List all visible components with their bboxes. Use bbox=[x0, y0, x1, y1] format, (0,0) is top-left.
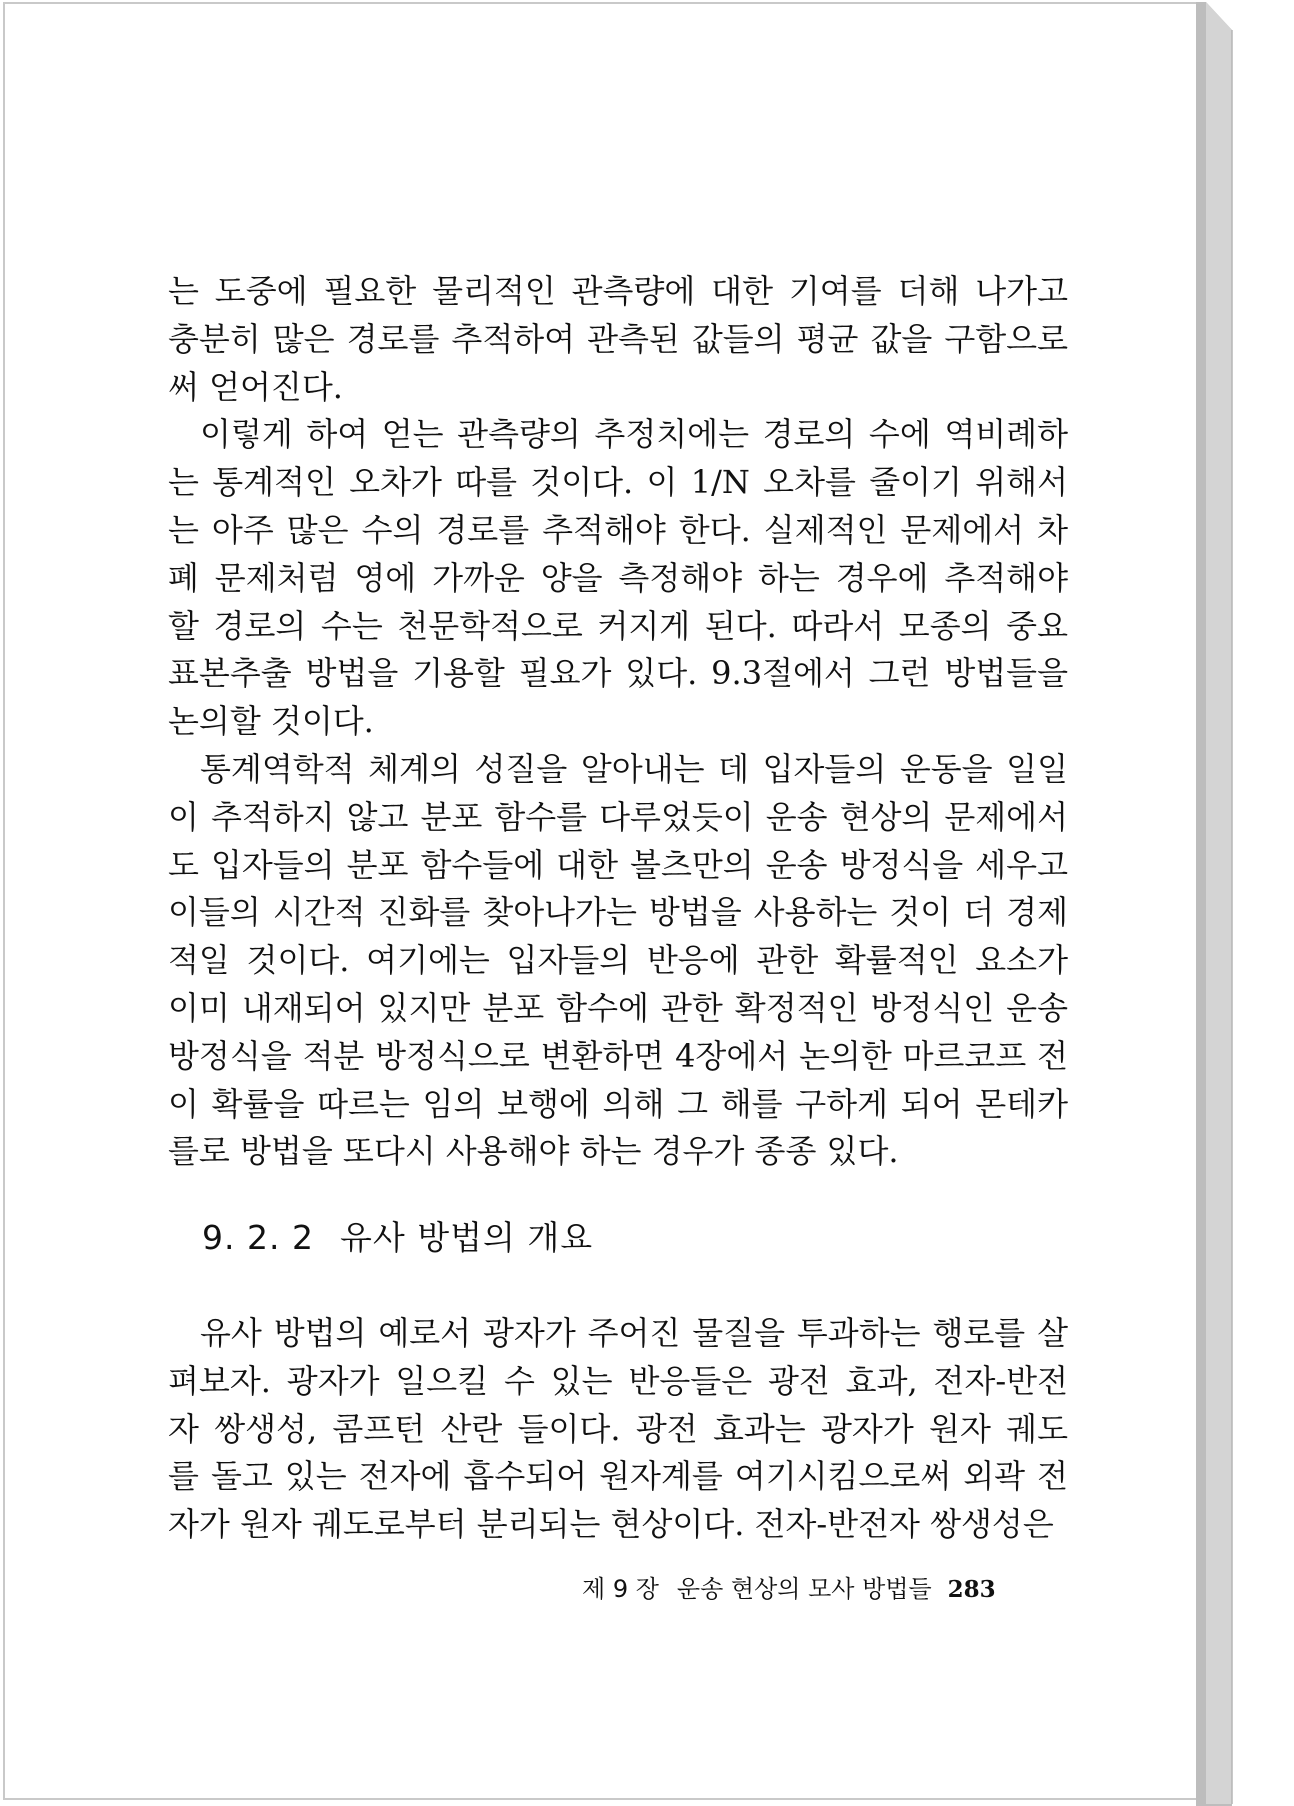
paragraph bbox=[168, 1310, 1068, 1549]
paragraph bbox=[168, 268, 1068, 411]
text-line-content: 통계역학적 체계의 성질을 알아내는 데 입자들의 운동을 일일 bbox=[200, 749, 1068, 788]
text-line-content: 펴보자. 광자가 일으킬 수 있는 반응들은 광전 효과, 전자-반전 bbox=[168, 1361, 1068, 1400]
text-line-content: 도 입자들의 분포 함수들에 대한 볼츠만의 운송 방정식을 세우고 bbox=[168, 845, 1068, 884]
text-line-content: 는 통계적인 오차가 따를 것이다. 이 1/N 오차를 줄이기 위해서 bbox=[168, 463, 1068, 502]
text-line bbox=[168, 937, 1068, 985]
paragraph bbox=[168, 411, 1068, 746]
text-line bbox=[168, 555, 1068, 603]
text-line bbox=[168, 985, 1068, 1033]
section-number: 9. 2. 2 bbox=[202, 1218, 314, 1257]
text-line bbox=[168, 842, 1068, 890]
text-line-content: 이미 내재되어 있지만 분포 함수에 관한 확정적인 방정식인 운송 bbox=[168, 988, 1068, 1027]
text-line bbox=[168, 364, 1068, 412]
text-line bbox=[168, 603, 1068, 651]
text-line-content: 를 돌고 있는 전자에 흡수되어 원자계를 여기시킴으로써 외곽 전 bbox=[168, 1457, 1068, 1496]
text-line bbox=[168, 459, 1068, 507]
text-line bbox=[168, 1128, 1068, 1176]
text-line bbox=[168, 411, 1068, 459]
paragraph bbox=[168, 746, 1068, 1176]
text-line bbox=[168, 1033, 1068, 1081]
text-line bbox=[168, 1406, 1068, 1454]
text-line-content: 이 추적하지 않고 분포 함수를 다루었듯이 운송 현상의 문제에서 bbox=[168, 797, 1068, 836]
text-line bbox=[168, 1453, 1068, 1501]
text-line-content: 유사 방법의 예로서 광자가 주어진 물질을 투과하는 행로를 살 bbox=[200, 1314, 1068, 1352]
text-line bbox=[168, 268, 1068, 316]
text-line-content: 를로 방법을 또다시 사용해야 하는 경우가 종종 있다. bbox=[168, 1132, 899, 1171]
page-number: 283 bbox=[947, 1576, 996, 1603]
text-line-content: 적일 것이다. 여기에는 입자들의 반응에 관한 확률적인 요소가 bbox=[168, 941, 1068, 980]
text-line-content: 충분히 많은 경로를 추적하여 관측된 값들의 평균 값을 구함으로 bbox=[168, 319, 1068, 358]
text-line-content: 이렇게 하여 얻는 관측량의 추정치에는 경로의 수에 역비례하 bbox=[200, 415, 1068, 454]
text-line bbox=[168, 316, 1068, 364]
text-line bbox=[168, 1358, 1068, 1406]
text-line bbox=[168, 794, 1068, 842]
body-text-bottom bbox=[168, 1310, 1068, 1549]
text-line-content: 표본추출 방법을 기용할 필요가 있다. 9.3절에서 그런 방법들을 bbox=[168, 654, 1068, 693]
body-text-top bbox=[168, 268, 1068, 1176]
text-line bbox=[168, 1081, 1068, 1129]
text-line bbox=[168, 507, 1068, 555]
text-line-content: 방정식을 적분 방정식으로 변환하면 4장에서 논의한 마르코프 전 bbox=[168, 1036, 1068, 1075]
text-line-content: 써 얻어진다. bbox=[168, 367, 343, 406]
text-line bbox=[168, 698, 1068, 746]
footer-title: 운송 현상의 모사 방법들 bbox=[676, 1575, 932, 1603]
text-line bbox=[168, 746, 1068, 794]
text-line-content: 자가 원자 궤도로부터 분리되는 현상이다. 전자-반전자 쌍생성은 bbox=[168, 1505, 1054, 1544]
text-line bbox=[168, 1310, 1068, 1358]
running-footer bbox=[582, 1569, 996, 1604]
page-edge-shadow bbox=[1196, 0, 1294, 1806]
text-line-content: 논의할 것이다. bbox=[168, 702, 374, 741]
text-line bbox=[168, 889, 1068, 937]
text-line-content: 자 쌍생성, 콤프턴 산란 들이다. 광전 효과는 광자가 원자 궤도 bbox=[168, 1409, 1068, 1448]
section-title: 유사 방법의 개요 bbox=[339, 1218, 594, 1257]
text-line-content: 는 도중에 필요한 물리적인 관측량에 대한 기여를 더해 나가고 bbox=[168, 272, 1068, 310]
text-line bbox=[168, 650, 1068, 698]
text-line-content: 이들의 시간적 진화를 찾아나가는 방법을 사용하는 것이 더 경제 bbox=[168, 893, 1068, 932]
text-line-content: 폐 문제처럼 영에 가까운 양을 측정해야 하는 경우에 추적해야 bbox=[168, 558, 1068, 597]
text-line-content: 는 아주 많은 수의 경로를 추적해야 한다. 실제적인 문제에서 차 bbox=[168, 510, 1068, 549]
text-line bbox=[168, 1501, 1068, 1549]
section-heading bbox=[202, 1212, 593, 1259]
footer-chapter: 제 9 장 bbox=[582, 1575, 659, 1603]
text-line-content: 이 확률을 따르는 임의 보행에 의해 그 해를 구하게 되어 몬테카 bbox=[168, 1084, 1068, 1123]
text-line-content: 할 경로의 수는 천문학적으로 커지게 된다. 따라서 모종의 중요 bbox=[168, 606, 1068, 645]
